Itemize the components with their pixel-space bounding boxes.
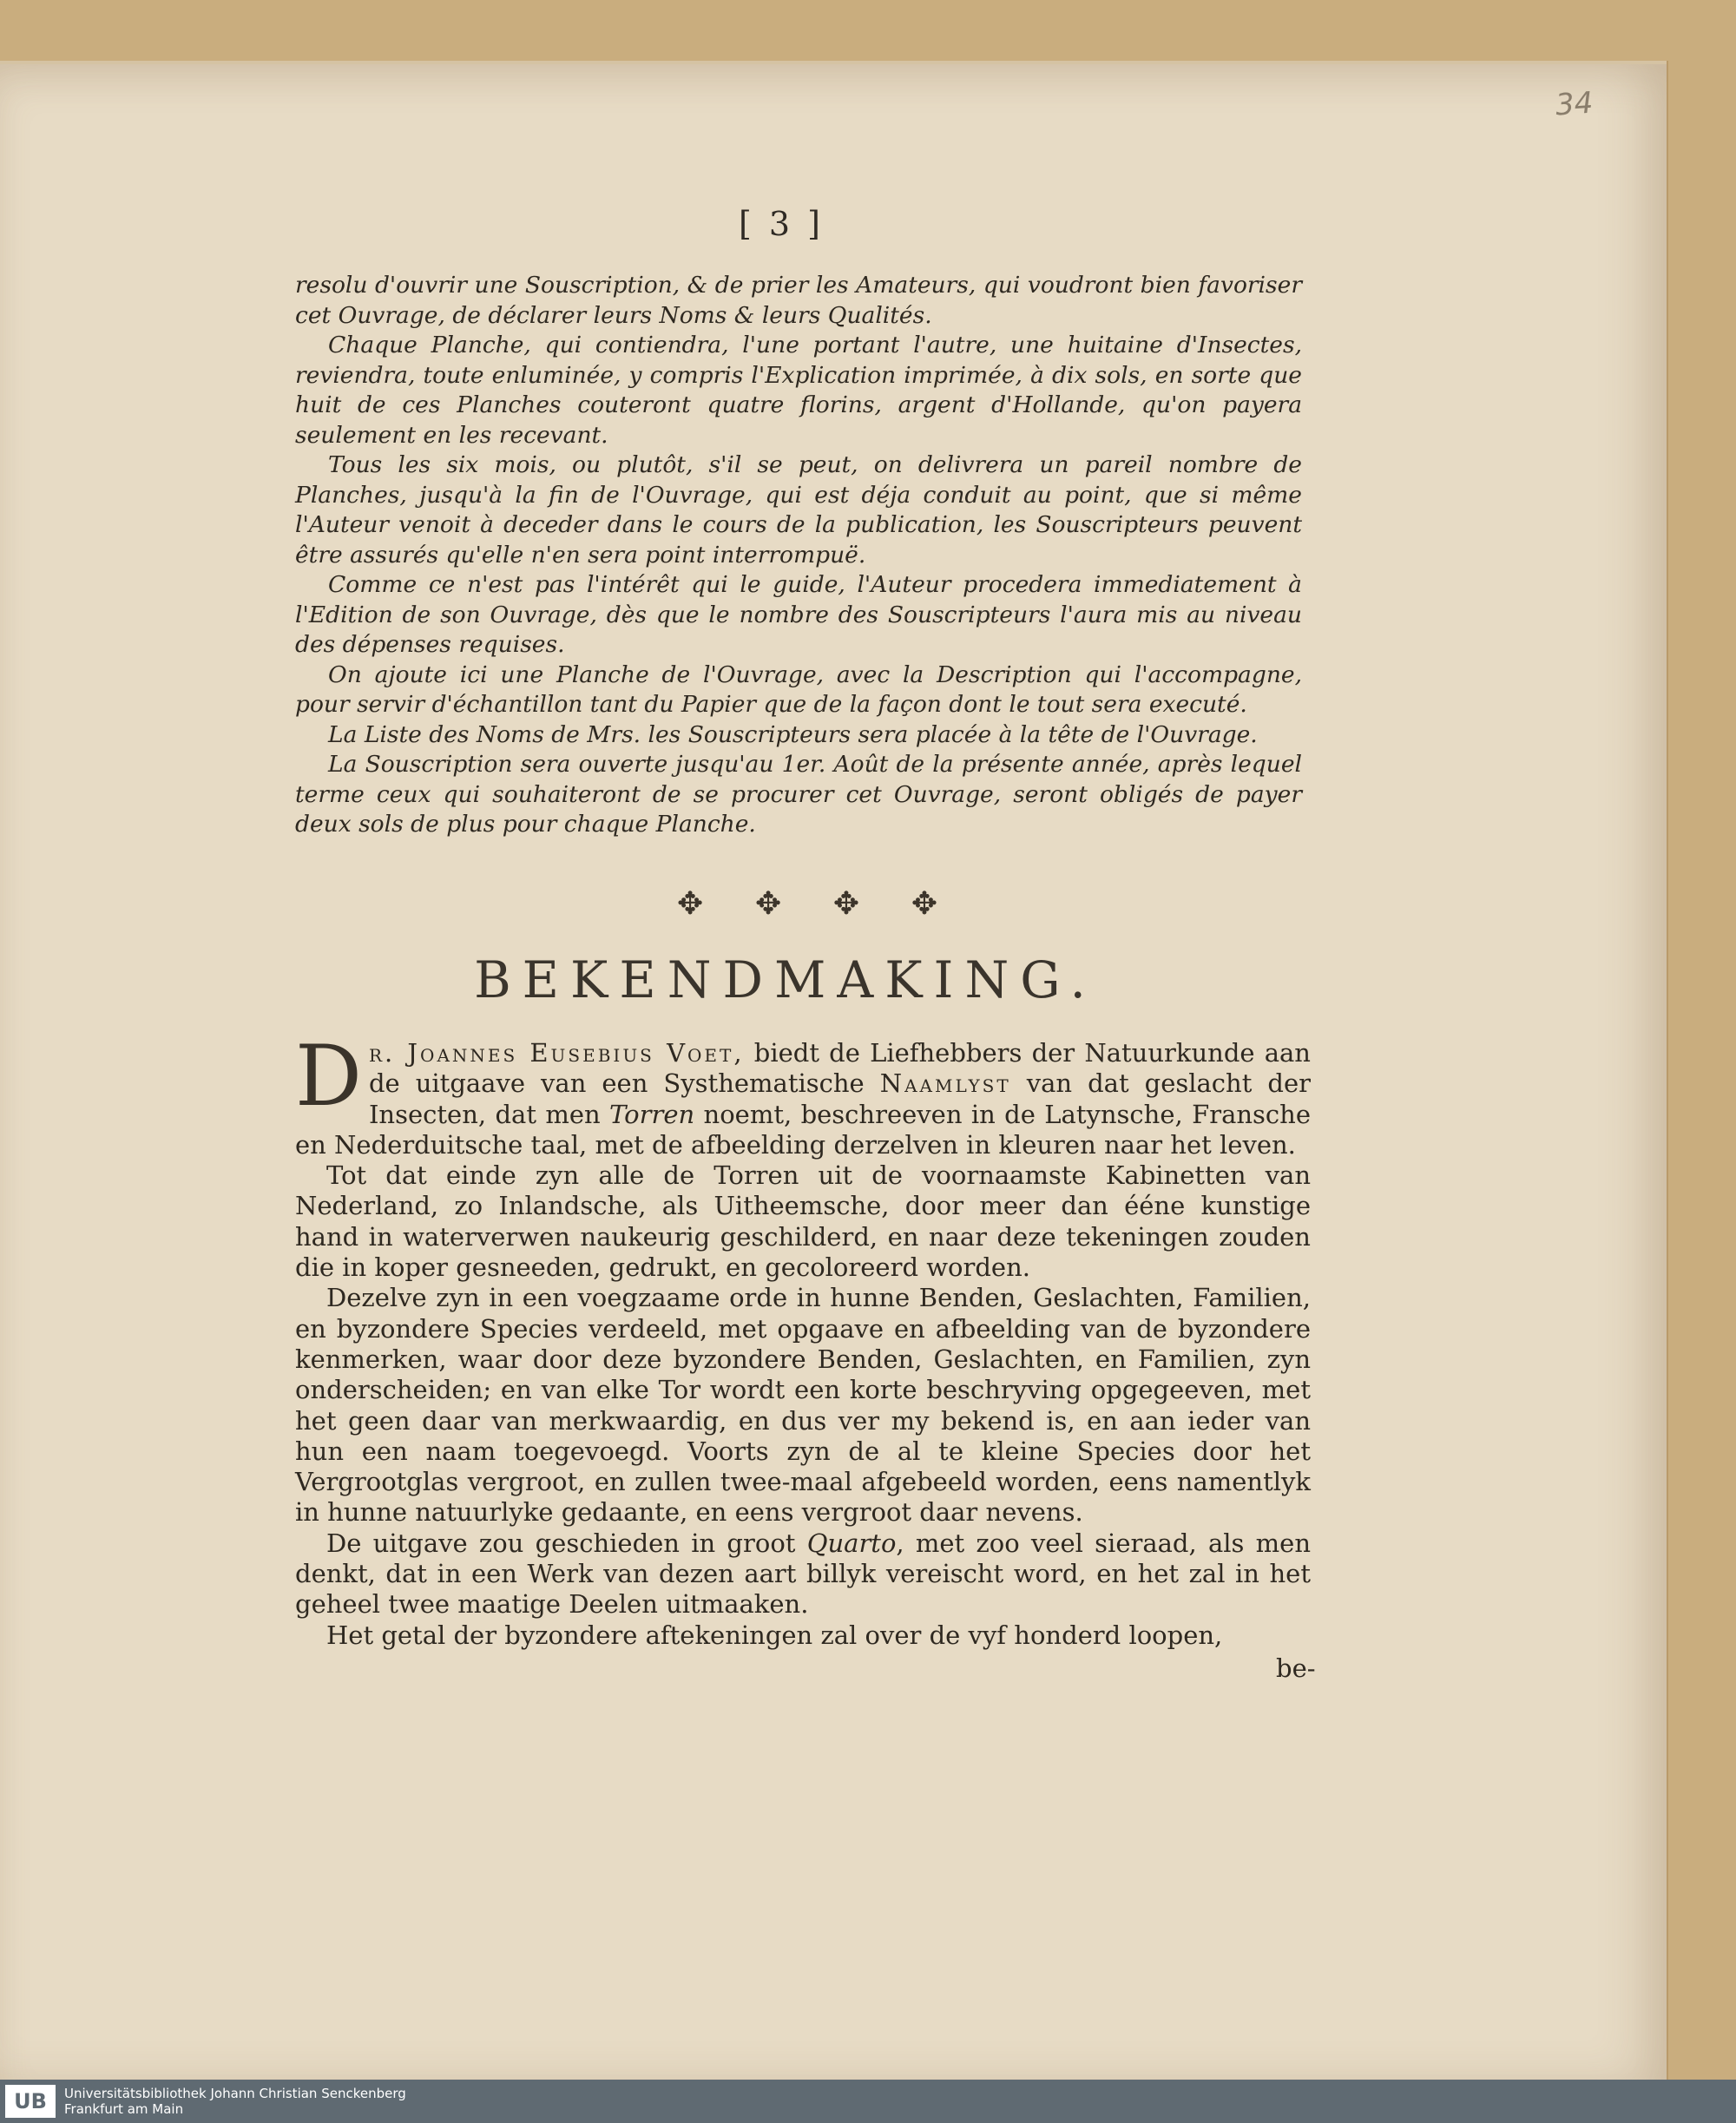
drop-cap: D	[295, 1028, 362, 1125]
page-top-edge	[0, 61, 1667, 64]
dutch-paragraph-first	[295, 1028, 1311, 1160]
french-paragraph: Chaque Planche, qui contiendra, l'une portant l'autre, une huitaine d'Insectes, reviendra, toute enluminée, y compris l'Explication imprimée, à dix sols, en sorte que huit de ces Planches couteront quatre florins, argent d'Hollande, qu'on payera seulement en les recevant.	[295, 332, 1302, 449]
library-name-line2: Frankfurt am Main	[64, 2101, 184, 2117]
ornament-icon: ✥	[677, 886, 704, 922]
ornament-icon: ✥	[832, 886, 860, 922]
dutch-paragraph-quarto	[295, 1528, 1311, 1620]
catchword: be-	[1276, 1653, 1316, 1683]
author-name: r. Joannes Eusebius Voet,	[368, 1038, 745, 1068]
ornament-icon: ✥	[911, 886, 937, 922]
dutch-text-block	[295, 1028, 1312, 1651]
text-run: van dat geslacht der Insecten, dat men	[368, 1068, 1311, 1129]
page-number: [ 3 ]	[739, 205, 824, 243]
work-title: Naamlyst	[879, 1068, 1011, 1099]
library-name	[64, 2086, 406, 2117]
section-heading: BEKENDMAKING.	[474, 950, 1097, 1009]
text-run: noemt, beschreeven in de Latynsche, Fransche en Nederduitsche taal, met de afbeelding derzelven in kleuren naar het leven.	[295, 1099, 1311, 1160]
logo-text: UB	[14, 2089, 47, 2113]
dutch-paragraph: Tot dat einde zyn alle de Torren uit de voornaamste Kabinetten van Nederland, zo Inlandsche, als Uitheemsche, door meer dan ééne kunstige hand in waterverwen naukeurig geschilderd, en naar deze tekeningen zouden die in koper gesneeden, gedrukt, en gecoloreerd worden.	[295, 1160, 1311, 1283]
library-footer	[0, 2080, 1736, 2123]
italic-term: Quarto	[806, 1528, 897, 1558]
italic-term: Torren	[609, 1099, 695, 1129]
folio-mark: 34	[1554, 85, 1595, 123]
french-paragraph: La Souscription sera ouverte jusqu'au 1er. Août de la présente année, après lequel terme ceux qui souhaiteront de se procurer cet Ouvrage, seront obligés de payer deux sols de plus pour chaque Planche.	[295, 751, 1302, 838]
french-paragraph: On ajoute ici une Planche de l'Ouvrage, avec la Description qui l'accompagne, pour servir d'échantillon tant du Papier que de la façon dont le tout sera executé.	[295, 661, 1302, 718]
french-paragraph: resolu d'ouvrir une Souscription, & de prier les Amateurs, qui voudront bien favoriser cet Ouvrage, de déclarer leurs Noms & leurs Qualités.	[295, 272, 1302, 329]
french-paragraph: Tous les six mois, ou plutôt, s'il se peut, on delivrera un pareil nombre de Planches, jusqu'à la fin de l'Ouvrage, qui est déja conduit au point, que si même l'Auteur venoit à deceder dans le cours de la publication, les Souscripteurs peuvent être assurés qu'elle n'en sera point interrompuë.	[295, 451, 1302, 569]
library-logo	[5, 2085, 56, 2118]
dutch-paragraph-last: Het getal der byzondere aftekeningen zal over de vyf honderd loopen,	[326, 1620, 1223, 1650]
french-paragraph: La Liste des Noms de Mrs. les Souscripteurs sera placée à la tête de l'Ouvrage.	[328, 720, 1258, 748]
text-run: De uitgave zou geschieden in groot	[326, 1528, 807, 1558]
dutch-paragraph: Dezelve zyn in een voegzaame orde in hunne Benden, Geslachten, Familien, en byzondere Species verdeeld, met opgaave en afbeelding van de byzondere kenmerken, waar door deze byzondere Benden, Geslachten, en Familien, zyn onderscheiden; en van elke Tor wordt een korte beschryving opgegeeven, met het geen daar van merkwaardig, en dus ver my bekend is, en aan ieder van hun een naam toegevoegd. Voorts zyn de al te kleine Species door het Vergrootglas vergroot, en zullen twee-maal afgebeeld worden, eens namentlyk in hunne natuurlyke gedaante, en eens vergroot daar nevens.	[295, 1283, 1311, 1528]
ornament-icon: ✥	[754, 886, 782, 922]
french-text-block	[295, 271, 1302, 840]
text-run: biedt de Liefhebbers der Natuurkunde aan de uitgaave van een Systhematische	[368, 1038, 1311, 1099]
ornament-row	[677, 887, 937, 922]
text-run: , met zoo veel sieraad, als men denkt, dat in een Werk van dezen aart billyk vereischt word, en het zal in het geheel twee maatige Deelen uitmaaken.	[295, 1528, 1312, 1620]
library-name-line1: Universitätsbibliothek Johann Christian Senckenberg	[64, 2086, 406, 2101]
french-paragraph: Comme ce n'est pas l'intérêt qui le guide, l'Auteur procedera immediatement à l'Edition de son Ouvrage, dès que le nombre des Souscripteurs l'aura mis au niveau des dépenses requises.	[295, 571, 1302, 658]
